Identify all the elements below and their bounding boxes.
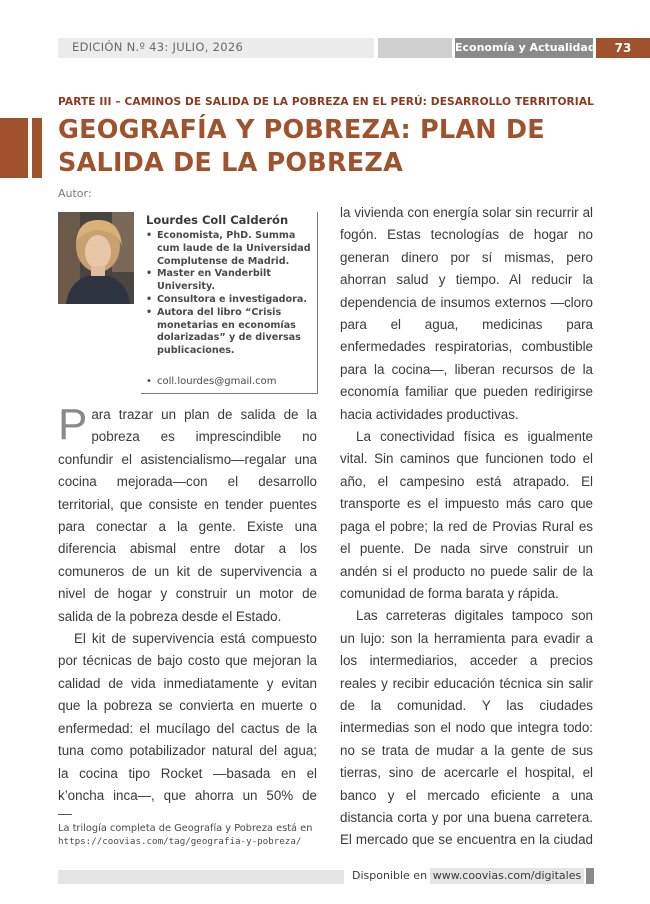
author-box-border-right [317, 212, 318, 394]
body-paragraph: Las carreteras digitales tampoco son un lujo: son la herramienta para evadir a los intermediarios, acceder a precios reales y recibir educación técnica sin salir de la comunidad. Y las ciudades intermedias son el nodo que integra todo: no se trata de mudar a la gente de sus tierras, sino de acercarle el hospital, el banco y el mercado eficiente a una distancia corta y por una buena carretera. El mercado que se encuentra en la ciudad [340, 608, 593, 848]
issue-label: EDICIÓN N.º 43: JULIO, 2026 [72, 40, 244, 54]
paragraph-text: ara trazar un plan de salida de la pobreza es imprescindible no confundir el asistencialismo—regalar una cocina mejorada—con el desarrollo territorial, que consiste en tender puentes para conectar a la gente. Existe una diferencia abismal entre dotar a los comuneros de un kit de supervivencia a nivel de hogar y construir un motor de salida de la pobreza desde el Estado. [58, 407, 317, 624]
author-credential-item: • Consultora e investigadora. [146, 294, 312, 307]
footnote [58, 822, 320, 848]
author-label: Autor: [58, 187, 92, 200]
section-label: Economía y Actualidad [455, 38, 593, 58]
page-number: 73 [596, 38, 650, 58]
body-column-right [340, 202, 593, 852]
footnote-rule [58, 814, 72, 815]
footer-end-block [586, 868, 594, 884]
author-credential-item: • Master en Vanderbilt University. [146, 268, 312, 294]
author-box-border-bottom [141, 393, 318, 394]
author-credentials [146, 230, 312, 358]
title-accent-bar-thin [32, 118, 42, 178]
body-paragraph [58, 404, 317, 628]
body-column-left [58, 404, 317, 808]
header-divider-block [378, 38, 452, 58]
footnote-link[interactable]: https://coovias.com/tag/geografia-y-pobreza/ [58, 836, 302, 847]
footer-link[interactable]: www.coovias.com/digitales [430, 868, 584, 884]
author-credential-item: • Economista, PhD. Summa cum laude de la Universidad Complutense de Madrid. [146, 230, 312, 268]
body-paragraph-continued: la vivienda con energía solar sin recurrir al fogón. Estas tecnologías de hogar no generan dinero por sí mismas, pero ahorran salud y tiempo. Al reducir la dependencia de insumos externos —cloro para el agua, medicinas para enfermedades respiratorias, combustible para la cocina—, liberan recursos de la economía familiar que pueden redirigirse hacia actividades productivas. [340, 205, 593, 422]
footer-bar [58, 870, 344, 884]
author-email[interactable]: • coll.lourdes@gmail.com [146, 376, 277, 387]
article-title: GEOGRAFÍA Y POBREZA: PLAN DE SALIDA DE LA POBREZA [58, 115, 545, 178]
title-accent-bar [0, 118, 28, 178]
author-photo [58, 212, 134, 304]
drop-cap: P [58, 404, 88, 449]
body-paragraph: El kit de supervivencia está compuesto por técnicas de bajo costo que mejoran la calidad de vida inmediatamente y evitan que la pobreza se convierta en muerte o enfermedad: el mucílago del cactus de la tuna como potabilizador natural del agua; la cocina tipo Rocket —basada en el k’oncha inca—, que ahorra un 50% de [58, 631, 317, 803]
footer-available-label: Disponible en [352, 869, 428, 882]
article-kicker: PARTE III – CAMINOS DE SALIDA DE LA POBREZA EN EL PERÚ: DESARROLLO TERRITORIAL [58, 96, 594, 108]
author-name: Lourdes Coll Calderón [146, 213, 289, 227]
body-paragraph: La conectividad física es igualmente vital. Sin caminos que funcionen todo el año, el campesino está atrapado. El transporte es el impuesto más caro que paga el pobre; la red de Provias Rural es el puente. De nada sirve construir un andén si el producto no puede salir de la comunidad de forma barata y rápida. [340, 429, 593, 601]
author-credential-item: • Autora del libro “Crisis monetarias en economías dolarizadas” y de diversas publicaciones. [146, 307, 312, 358]
footnote-text: La trilogía completa de Geografía y Pobreza está en [58, 823, 313, 834]
